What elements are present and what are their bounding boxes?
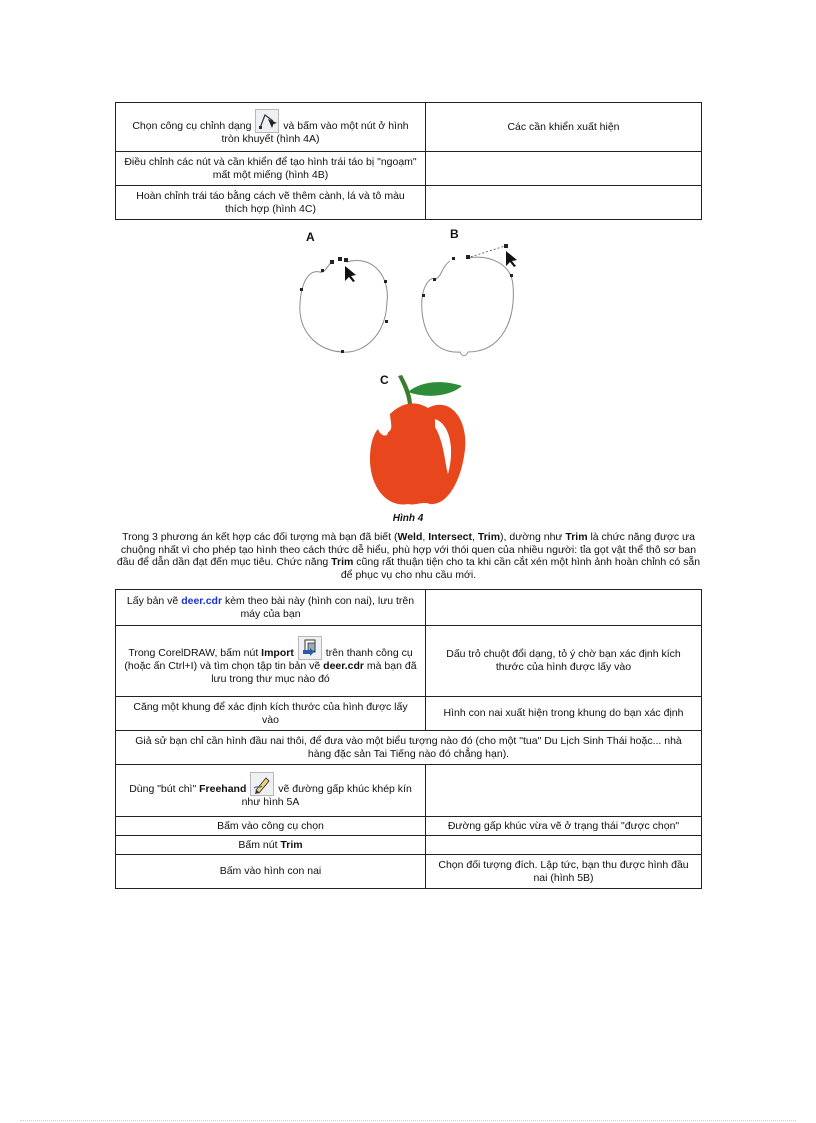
- table-cell: [426, 836, 702, 855]
- term-intersect: Intersect: [428, 531, 473, 543]
- table-cell: [426, 152, 702, 186]
- table-cell: Bấm vào hình con nai: [116, 855, 426, 889]
- term-trim: Trim: [331, 556, 354, 568]
- figure-caption: Hình 4: [392, 513, 424, 524]
- table-cell: Đường gấp khúc vừa vẽ ở trạng thái "được chọn": [426, 817, 702, 836]
- apple-leaf: [408, 382, 462, 396]
- table-cell: Các cần khiển xuất hiện: [426, 103, 702, 152]
- table-row: [116, 152, 702, 186]
- table-cell: Điều chỉnh các nút và cần khiển để tạo hình trái táo bị "ngoạm" mất một miếng (hình 4B): [116, 152, 426, 186]
- term-weld: Weld: [397, 531, 423, 543]
- table-row: [116, 186, 702, 220]
- table-cell-merged: Giả sử bạn chỉ cần hình đầu nai thôi, để đưa vào một biểu tượng nào đó (cho một "tua" Du Lịch Sinh Thái hoặc... nhà hàng đặc sản Tai Tiếng nào đó chẳng hạn).: [116, 731, 702, 765]
- table-cell: Chọn đối tượng đích. Lập tức, bạn thu được hình đầu nai (hình 5B): [426, 855, 702, 889]
- table-cell: [426, 186, 702, 220]
- steps-table-1: [115, 102, 702, 220]
- freehand-pencil-icon: [250, 772, 274, 796]
- table-cell: [426, 590, 702, 626]
- shape-tool-icon: [255, 109, 279, 133]
- cursor-arrow-b: [506, 251, 517, 267]
- table-row: [116, 103, 702, 152]
- apple-stem: [398, 375, 412, 405]
- table-row: [116, 855, 702, 889]
- shape-b-nodes: [422, 244, 513, 297]
- apple-illustration: [290, 224, 530, 514]
- term-trim: Trim: [477, 531, 501, 543]
- table-row: [116, 590, 702, 626]
- freehand-label: Freehand: [199, 783, 247, 795]
- term-trim: Trim: [565, 531, 588, 543]
- table-row: [116, 697, 702, 731]
- import-icon: [298, 636, 322, 660]
- label-b: B: [450, 227, 459, 241]
- label-a: A: [306, 230, 315, 244]
- figure-4: [290, 224, 530, 517]
- table-cell: Căng một khung để xác định kích thước của hình được lấy vào: [116, 697, 426, 731]
- cursor-arrow-a: [345, 266, 356, 282]
- table-row: [116, 765, 702, 817]
- table-cell: Bấm vào công cụ chọn: [116, 817, 426, 836]
- table-cell: Dùng "bút chì" Freehand vẽ đường gấp khúc khép kín như hình 5A: [116, 765, 426, 817]
- steps-table-2: [115, 589, 702, 889]
- shape-a-nodes: [300, 257, 388, 353]
- file-name: deer.cdr: [181, 594, 223, 607]
- import-label: Import: [261, 647, 294, 659]
- table-row: [116, 626, 702, 697]
- label-c: C: [380, 373, 389, 387]
- table-cell: [426, 765, 702, 817]
- page-divider: [20, 1120, 796, 1121]
- table-cell: Trong CorelDRAW, bấm nút Import trên thanh công cụ (hoặc ấn Ctrl+I) và tìm chọn tập tin bản vẽ deer.cdr mà bạn đã lưu trong thư mục nào đó: [116, 626, 426, 697]
- shape-b-outline: [422, 257, 514, 356]
- table-row: [116, 817, 702, 836]
- body-paragraph: Trong 3 phương án kết hợp các đối tượng mà bạn đã biết (Weld, Intersect, Trim), dường như Trim là chức năng được ưa chuộng nhất vì cho phép tạo hình theo cách thức dễ hiểu, phù hợp với thói quen của nhiều người: tỉa gọt vật thể thô sơ ban đầu để dẫn dần đạt đến mục tiêu. Chức năng Trim cũng rất thuận tiện cho ta khi cần cắt xén một hình ảnh hoàn chỉnh có sẵn để phục vụ cho nhu cầu mới.: [116, 531, 701, 581]
- table-cell: Bấm nút Trim: [116, 836, 426, 855]
- table-cell: Lấy bản vẽ deer.cdr kèm theo bài này (hình con nai), lưu trên máy của bạn: [116, 590, 426, 626]
- table-cell: Hoàn chỉnh trái táo bằng cách vẽ thêm cành, lá và tô màu thích hợp (hình 4C): [116, 186, 426, 220]
- table-row: [116, 836, 702, 855]
- cell-text: Chọn công cụ chỉnh dạng: [132, 119, 252, 132]
- trim-label: Trim: [280, 838, 303, 851]
- table-cell: [116, 103, 426, 152]
- table-cell: Hình con nai xuất hiện trong khung do bạn xác định: [426, 697, 702, 731]
- table-row: [116, 731, 702, 765]
- shape-a-outline: [300, 260, 388, 352]
- table-cell: Dấu trỏ chuột đổi dạng, tỏ ý chờ bạn xác định kích thước của hình được lấy vào: [426, 626, 702, 697]
- file-name: deer.cdr: [323, 660, 365, 672]
- cell-text: và bấm vào một nút ở hình tròn khuyết (hình 4A): [221, 119, 409, 145]
